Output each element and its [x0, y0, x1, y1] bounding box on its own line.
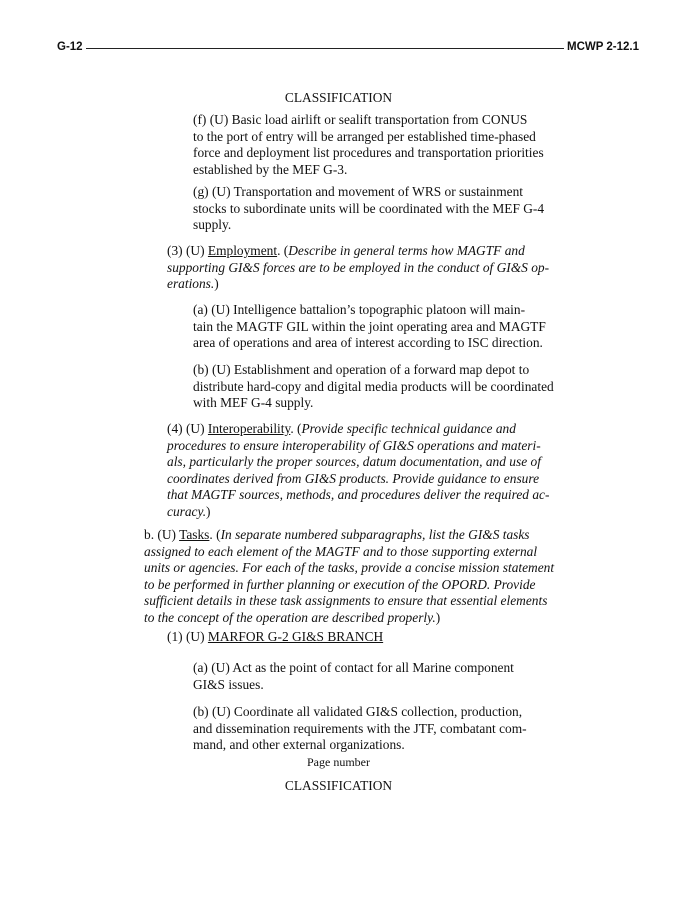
publication-id: MCWP 2-12.1: [564, 40, 642, 54]
header-rule: [57, 48, 639, 49]
section-title: Employment: [207, 243, 278, 258]
paragraph-1b: [193, 704, 527, 754]
text-line: mand, and other external organizations.: [193, 737, 405, 753]
page-label: G-12: [54, 40, 86, 54]
text-line: to the port of entry will be arranged per established time-phased: [193, 128, 536, 144]
text-line: [144, 527, 554, 544]
paragraph-3a: [193, 302, 546, 352]
instruction-text: that MAGTF sources, methods, and procedures deliver the required ac-: [167, 487, 550, 503]
instruction-text: supporting GI&S forces are to be employed in the conduct of GI&S op-: [167, 259, 550, 275]
paragraph-3-employment: [167, 243, 549, 293]
page-number: Page number: [307, 755, 370, 769]
text-line: (g) (U) Transportation and movement of WRS or sustainment: [193, 184, 524, 199]
text-line: (a) (U) Act as the point of contact for all Marine component: [193, 660, 514, 675]
section-title: Tasks: [179, 527, 210, 542]
text-line: established by the MEF G-3.: [193, 161, 348, 177]
instruction-text: to the concept of the operation are described properly.: [144, 609, 436, 625]
para-prefix: (3) (U): [167, 243, 208, 258]
instruction-text: assigned to each element of the MAGTF and to those supporting external: [144, 543, 538, 559]
instruction-text: curacy.: [167, 503, 207, 519]
instruction-text: Describe in general terms how MAGTF and: [288, 243, 525, 258]
para-prefix: (1) (U): [167, 629, 208, 644]
text-line: [167, 421, 549, 438]
text-line: [167, 243, 549, 260]
text-line: supply.: [193, 217, 232, 233]
text-line: (a) (U) Intelligence battalion’s topographic platoon will main-: [193, 302, 526, 317]
instruction-text: erations.: [167, 276, 215, 292]
paragraph-1a: [193, 660, 514, 693]
text-line: [167, 504, 549, 521]
paragraph-1-marfor: [167, 629, 383, 646]
paragraph-3b: [193, 362, 554, 412]
text-line: distribute hard-copy and digital media products will be coordinated: [193, 378, 554, 394]
text-line: (f) (U) Basic load airlift or sealift transportation from CONUS: [193, 112, 528, 127]
text-line: and dissemination requirements with the JTF, combatant com-: [193, 720, 527, 736]
text-line: area of operations and area of interest according to ISC direction.: [193, 335, 543, 351]
punctuation: ): [214, 276, 219, 292]
text-line: tain the MAGTF GIL within the joint operating area and MAGTF: [193, 318, 546, 334]
paragraph-4-interoperability: [167, 421, 549, 521]
text-line: (b) (U) Coordinate all validated GI&S collection, production,: [193, 704, 523, 719]
paragraph-g: [193, 184, 544, 234]
instruction-text: to be performed in further planning or execution of the OPORD. Provide: [144, 576, 536, 592]
text-line: [144, 610, 554, 627]
instruction-text: In separate numbered subparagraphs, list the GI&S tasks: [220, 527, 530, 542]
section-title: MARFOR G-2 GI&S BRANCH: [207, 629, 384, 644]
instruction-text: coordinates derived from GI&S products. Provide guidance to ensure: [167, 470, 540, 486]
running-header: [57, 40, 639, 56]
classification-top: CLASSIFICATION: [284, 90, 393, 105]
punctuation: . (: [277, 243, 289, 258]
text-line: force and deployment list procedures and transportation priorities: [193, 145, 544, 161]
punctuation: ): [435, 609, 441, 625]
instruction-text: Provide specific technical guidance and: [301, 421, 516, 436]
paragraph-f: [193, 112, 544, 178]
instruction-text: procedures to ensure interoperability of GI&S operations and materi-: [167, 437, 541, 453]
para-prefix: (4) (U): [167, 421, 208, 436]
section-title: Interoperability: [207, 421, 291, 436]
text-line: GI&S issues.: [193, 676, 264, 692]
text-line: with MEF G-4 supply.: [193, 395, 314, 411]
classification-bottom: CLASSIFICATION: [284, 778, 393, 793]
punctuation: ): [206, 503, 211, 519]
text-line: stocks to subordinate units will be coordinated with the MEF G-4: [193, 200, 545, 216]
instruction-text: als, particularly the proper sources, datum documentation, and use of: [167, 454, 541, 470]
paragraph-b-tasks: [144, 527, 554, 627]
punctuation: . (: [290, 421, 302, 436]
text-line: (b) (U) Establishment and operation of a forward map depot to: [193, 362, 530, 377]
punctuation: . (: [209, 527, 221, 542]
instruction-text: units or agencies. For each of the tasks, provide a concise mission statement: [144, 560, 555, 576]
instruction-text: sufficient details in these task assignments to ensure that essential elements: [144, 593, 548, 609]
text-line: [167, 276, 549, 293]
para-prefix: b. (U): [144, 527, 180, 542]
text-line: [167, 629, 383, 646]
